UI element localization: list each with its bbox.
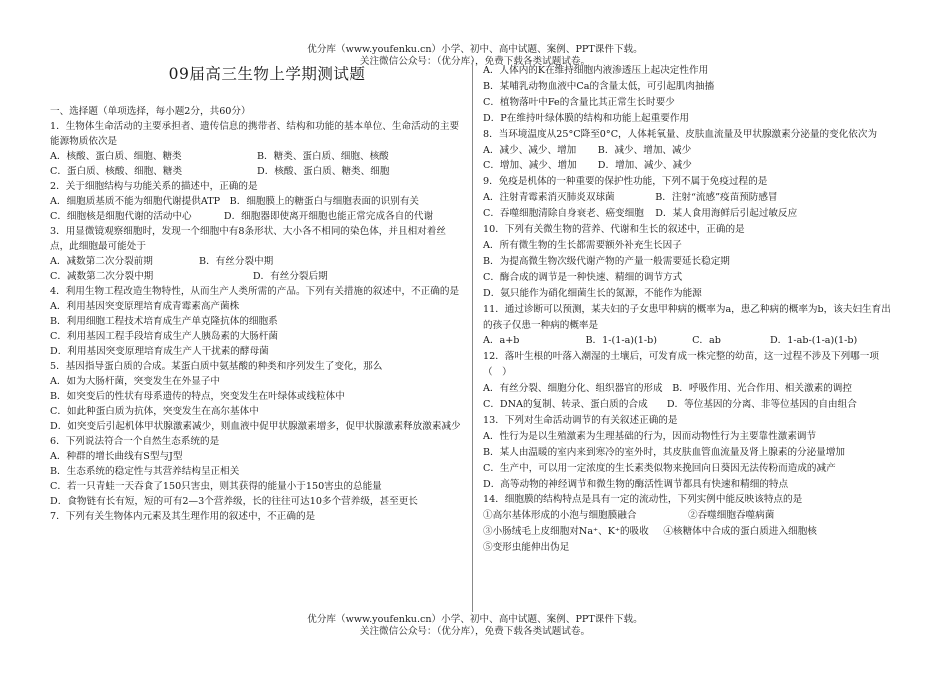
option-b: B．某人由温暖的室内来到寒冷的室外时，其皮肤血管血流量及肾上腺素的分泌量增加 [483, 446, 846, 458]
option-a-b: A．有丝分裂、细胞分化、组织器官的形成 B．呼吸作用、光合作用、相关激素的调控 [483, 383, 852, 395]
question-stem: 2．关于细胞结构与功能关系的描述中，正确的是 [50, 181, 258, 192]
question-stem: 8．当环境温度从25°C降至0°C，人体耗氧量、皮肤血流量及甲状腺激素分泌量的变化依次为 [483, 128, 878, 140]
option-a: A．如为大肠杆菌，突变发生在外显子中 [50, 376, 221, 387]
question-stem: 10．下列有关微生物的营养、代谢和生长的叙述中，正确的是 [483, 224, 745, 236]
option-d: D．1-ab-(1-a)(1-b) [769, 335, 858, 347]
option-a: A．种群的增长曲线有S型与J型 [50, 451, 183, 462]
question-4 [50, 284, 479, 359]
question-12 [483, 349, 893, 413]
question-stem: 9．免疫是机体的一种重要的保护性功能，下列不属于免疫过程的是 [483, 176, 768, 188]
section-heading: 一、选择题（单项选择，每小题2分，共60分） [50, 106, 251, 117]
question-stem: 1．生物体生命活动的主要承担者、遗传信息的携带者、结构和功能的基本单位、生命活动的主要能源物质依次是 [50, 121, 460, 147]
option-d: D．食物链有长有短，短的可有2—3个营养级，长的往往可达10多个营养级，甚至更长 [50, 496, 418, 507]
option-c: C．生产中，可以用一定浓度的生长素类似物来挽回向日葵因无法传粉而造成的减产 [483, 462, 836, 474]
question-2 [50, 179, 464, 224]
option-a: A．人体内的K在维持细胞内液渗透压上起决定性作用 [483, 65, 709, 76]
option-c: C．增加、减少、增加 [483, 160, 577, 172]
question-7 [50, 509, 464, 524]
option-c: C．植物落叶中Fe的含量比其正常生长时要少 [483, 96, 675, 108]
option-c: C．ab [692, 335, 721, 347]
question-10 [483, 222, 893, 302]
option-a: A．性行为是以生殖激素为生理基础的行为，因而动物性行为主要靠性激素调节 [483, 430, 817, 442]
column-divider [472, 60, 473, 612]
option-a: A．核酸、蛋白质、细胞、糖类 [50, 151, 182, 162]
question-stem: 4．利用生物工程改造生物特性，从而生产人类所需的产品。下列有关措施的叙述中，不正确的是 A．利用基因突变原理培育成青霉素高产菌株 [50, 286, 479, 312]
option-c: C．细胞核是细胞代谢的活动中心 [50, 211, 192, 222]
option-b: B．生态系统的稳定性与其营养结构呈正相关 [50, 466, 240, 477]
question-14 [483, 492, 893, 556]
question-9 [483, 174, 893, 222]
option-b: B．糖类、蛋白质、细胞、核酸 [257, 151, 389, 162]
option-c: C．吞噬细胞清除自身衰老、癌变细胞 [483, 208, 644, 220]
footer-line-1: 优分库（www.youfenku.cn）小学、初中、高中试题、案例、PPT课件下载。 [307, 614, 643, 625]
left-column [50, 60, 479, 524]
option-b: B．1-(1-a)(1-b) [585, 335, 658, 347]
option-c-d: C．DNA的复制、转录、蛋白质的合成 D．等位基因的分离、非等位基因的自由组合 [483, 399, 857, 411]
option-c: C．减数第二次分裂中期 [50, 271, 154, 282]
option-d: D．利用基因突变原理培育成生产人干扰素的酵母菌 [50, 346, 269, 357]
footer-line-2: 关注微信公众号：（优分库），免费下载各类试题试卷。 [359, 626, 591, 637]
option-d: D．核酸、蛋白质、糖类、细胞 [257, 166, 390, 177]
option-b: B．有丝分裂中期 [199, 256, 274, 267]
option-a: A．所有微生物的生长都需要额外补充生长因子 [483, 239, 682, 251]
option-d: D．有丝分裂后期 [252, 271, 328, 282]
option-d: D．氨只能作为硝化细菌生长的氮源，不能作为能源 [483, 287, 702, 299]
option-b: B．为提高微生物次级代谢产物的产量一般需要延长稳定期 [483, 255, 730, 267]
question-stem: 11．通过诊断可以预测，某夫妇的子女患甲种病的概率为a，患乙种病的概率为b，该夫妇生育出的孩子仅患一种病的概率是 [483, 303, 891, 331]
option-b: B．如突变后的性状有母系遗传的特点，突变发生在叶绿体或线粒体中 [50, 391, 345, 402]
question-stem: 3．用显微镜观察细胞时，发现一个细胞中有8条形状、大小各不相同的染色体，并且相对着丝点，此细胞最可能处于 [50, 226, 446, 252]
question-8 [483, 127, 893, 175]
exam-title: 09届高三生物上学期测试题 [168, 65, 366, 83]
question-1 [50, 119, 464, 179]
question-stem: 12．落叶生根的叶落入潮湿的土壤后，可发育成一株完整的幼苗，这一过程不涉及下列哪一项（ ） [483, 351, 879, 379]
option-d: D．如突变后引起机体甲状腺激素减少，则血液中促甲状腺激素增多，促甲状腺激素释放激素减少 [50, 421, 461, 432]
question-stem: 7．下列有关生物体内元素及其生理作用的叙述中，不正确的是 [50, 511, 316, 522]
option-c: C．如此种蛋白质为抗体，突变发生在高尔基体中 [50, 406, 259, 417]
option-a: A．减数第二次分裂前期 [50, 256, 153, 267]
option-a: A．减少、减少、增加 [483, 144, 577, 156]
option-d: D．P在维持叶绿体膜的结构和功能上起重要作用 [483, 112, 690, 124]
option-a: A．a+b [483, 335, 520, 347]
item-4: ④核糖体中合成的蛋白质进入细胞核 [663, 526, 817, 538]
option-d: D．高等动物的神经调节和微生物的酶活性调节都具有快速和精细的特点 [483, 478, 789, 490]
right-column [483, 63, 893, 556]
question-6 [50, 434, 464, 509]
question-7-options [483, 63, 893, 127]
option-c: C．若一只青蛙一天吞食了150只害虫，则其获得的能量小于150害虫的总能量 [50, 481, 382, 492]
option-c: C．酶合成的调节是一种快速、精细的调节方式 [483, 271, 683, 283]
question-13 [483, 413, 893, 493]
question-stem: 14．细胞膜的结构特点是具有一定的流动性，下列实例中能反映该特点的是 [483, 494, 803, 506]
option-b: B．利用细胞工程技术培育成生产单克隆抗体的细胞系 [50, 316, 278, 327]
option-a: A．注射青霉素消灭肺炎双球菌 [483, 192, 615, 204]
option-c: C．利用基因工程手段培育成生产人胰岛素的大肠杆菌 [50, 331, 278, 342]
option-b: B．某哺乳动物血液中Ca的含量太低，可引起肌肉抽搐 [483, 80, 715, 92]
page-footer [0, 614, 950, 638]
option-a-b: A．细胞质基质不能为细胞代谢提供ATP B．细胞膜上的糖蛋白与细胞表面的识别有关 [50, 196, 420, 207]
item-5: ⑤变形虫能伸出伪足 [483, 542, 570, 554]
option-d: D．增加、减少、减少 [597, 160, 692, 172]
header-line-1: 优分库（www.youfenku.cn）小学、初中、高中试题、案例、PPT课件下载。 [307, 44, 643, 55]
question-11 [483, 302, 893, 350]
option-b: B．注射“流感”疫苗预防感冒 [655, 192, 778, 204]
item-1: ①高尔基体形成的小泡与细胞膜融合 [483, 510, 637, 522]
option-c: C．蛋白质、核酸、细胞、糖类 [50, 166, 183, 177]
question-5 [50, 359, 464, 434]
item-3: ③小肠绒毛上皮细胞对Na⁺、K⁺的吸收 [483, 526, 649, 538]
option-d: D．某人食用海鲜后引起过敏反应 [655, 208, 798, 220]
question-3 [50, 224, 464, 284]
question-stem: 6．下列说法符合一个自然生态系统的是 [50, 436, 220, 447]
item-2: ②吞噬细胞吞噬病菌 [688, 510, 775, 522]
question-stem: 5．基因指导蛋白质的合成。某蛋白质中氨基酸的种类和序列发生了变化，那么 [50, 361, 383, 372]
option-b: B．减少、增加、减少 [597, 144, 692, 156]
option-d: D．细胞器即使离开细胞也能正常完成各自的代谢 [223, 211, 434, 222]
question-stem: 13．下列对生命活动调节的有关叙述正确的是 [483, 414, 678, 426]
header-line-2: 关注微信公众号：（优分库），免费下载各类试题试卷。 [359, 56, 591, 67]
